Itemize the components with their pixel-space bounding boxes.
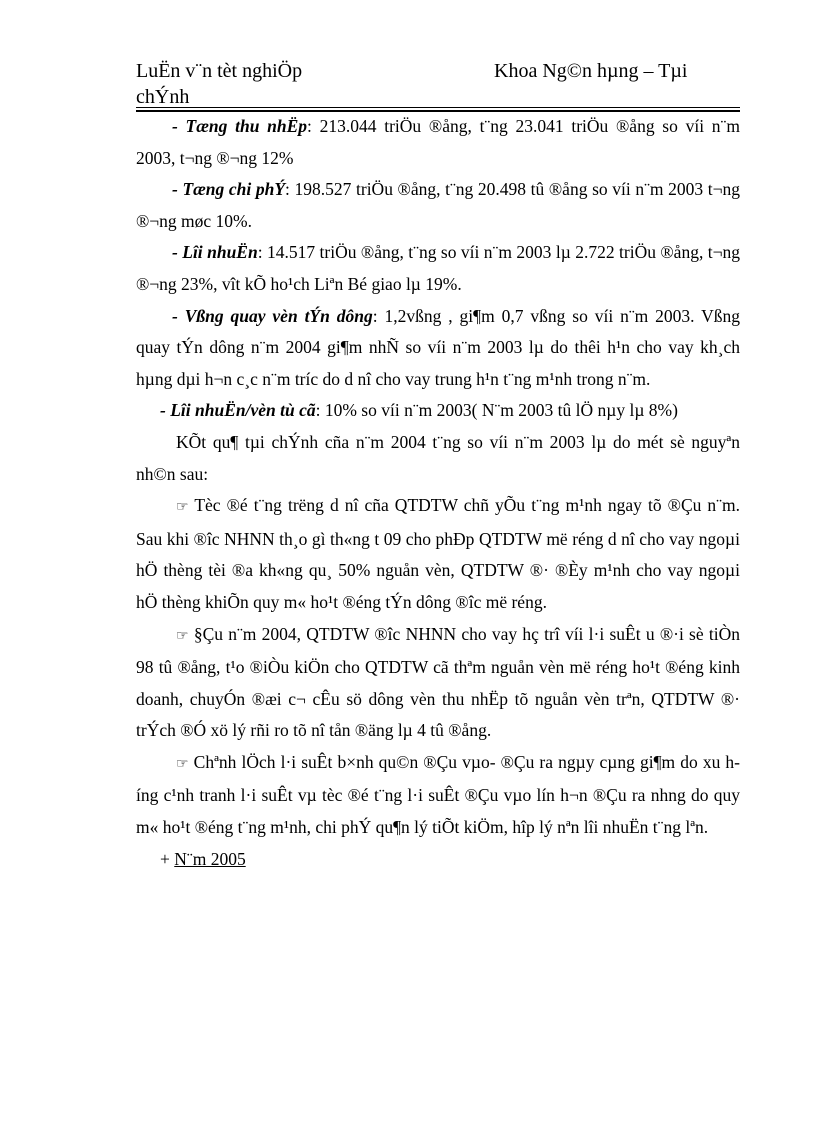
label-profit: - Lîi nhuËn: [172, 242, 258, 263]
paragraph-total-income: [136, 111, 740, 174]
document-body: [136, 111, 740, 875]
label-credit-turnover: - Vßng quay vèn tÝn dông: [172, 305, 373, 326]
text-profit-on-equity: : 10% so víi n¨m 2003( N¨m 2003 tû lÖ nµy lµ 8%): [315, 400, 678, 421]
label-profit-on-equity: - Lîi nhuËn/vèn tù cã: [160, 400, 316, 421]
label-total-income: - Tæng thu nhËp: [172, 116, 308, 136]
paragraph-profit: [136, 237, 740, 300]
header-thesis-title: LuËn v¨n tèt nghiÖp chÝnh: [136, 60, 303, 108]
text-credit-turnover: : 1,2vßng , gi¶m 0,7 vßng so víi n¨m 2003. Vßng quay tÝn dông n¨m 2004 gi¶m nhÑ so víi n¨m 2003 lµ do thêi h¹n cho vay kh¸ch hµng dµi h¬n c¸c n¨m tríc do d nî cho vay trung h¹n t¨ng m¹nh trong n¨m.: [136, 305, 740, 389]
pointing-hand-icon: ☞: [176, 755, 189, 772]
text-profit: : 14.517 triÖu ®ång, t¨ng so víi n¨m 2003 lµ 2.722 triÖu ®ång, t¬ng ®¬ng 23%, vît kÕ ho¹ch Liªn Bé giao lµ 19%.: [136, 242, 740, 294]
paragraph-reason-2: [136, 619, 740, 747]
text-results-intro: KÕt qu¶ tµi chÝnh cña n¨m 2004 t¨ng so víi n¨m 2003 lµ do mét sè nguyªn nh©n sau:: [136, 431, 740, 484]
label-total-expense: - Tæng chi phÝ: [172, 179, 286, 200]
text-reason-1: Tèc ®é t¨ng trëng d nî cña QTDTW chñ yÕu t¨ng m¹nh ngay tõ ®Çu n¨m. Sau khi ®îc NHNN th¸o gì th«ng t 09 cho phÐp QTDTW më réng d nî cho vay ngoµi hÖ thèng tèi ®a kh«ng qu¸ 50% nguån vèn, QTDTW ®· ®Èy m¹nh cho vay ngoµi hÖ thèng khiÕn quy m« ho¹t ®éng tÝn dông ®îc më réng.: [136, 495, 740, 612]
paragraph-profit-on-equity: [136, 395, 740, 427]
heading-year-2005: N¨m 2005: [174, 848, 246, 869]
paragraph-reason-3: [136, 747, 740, 844]
paragraph-results-intro: [136, 427, 740, 490]
paragraph-credit-turnover: [136, 301, 740, 396]
pointing-hand-icon: ☞: [176, 627, 189, 644]
text-total-expense: : 198.527 triÖu ®ång, t¨ng 20.498 tû ®ång so víi n¨m 2003 t¬ng ®¬ng møc 10%.: [136, 179, 740, 231]
header-rule-thin: [136, 107, 740, 108]
paragraph-total-expense: [136, 174, 740, 237]
paragraph-year-2005: [136, 844, 740, 876]
text-reason-2: §Çu n¨m 2004, QTDTW ®îc NHNN cho vay hç trî víi l·i suÊt u ®·i sè tiÒn 98 tû ®ång, t¹o ®iÒu kiÖn cho QTDTW cã thªm nguån vèn më réng ho¹t ®éng kinh doanh, chuyÓn ®æi c¬ cÊu sö dông vèn thu nhËp tõ nguån vèn trªn, QTDTW ®· trÝch ®Ó xö lý rñi ro tõ nî tån ®äng lµ 4 tû ®ång.: [136, 623, 740, 741]
header-faculty-name: Khoa Ng©n hµng – Tµi: [494, 60, 688, 82]
pointing-hand-icon: ☞: [176, 499, 189, 516]
text-total-income: : 213.044 triÖu ®ång, t¨ng 23.041 triÖu ®ång so víi n¨m 2003, t¬ng ®¬ng 12%: [136, 116, 740, 168]
plus-marker: +: [160, 848, 170, 869]
paragraph-reason-1: [136, 490, 740, 618]
text-reason-3: Chªnh lÖch l·i suÊt b×nh qu©n ®Çu vµo- ®Çu ra ngµy cµng gi¶m do xu híng c¹nh tranh l·i suÊt vµ tèc ®é t¨ng l·i suÊt ®Çu vµo lín h¬n ®Çu ra nhng do quy m« ho¹t ®éng t¨ng m¹nh, chi phÝ qu¶n lý tiÕt kiÖm, hîp lý nªn lîi nhuËn t¨ng lªn.: [136, 751, 740, 838]
